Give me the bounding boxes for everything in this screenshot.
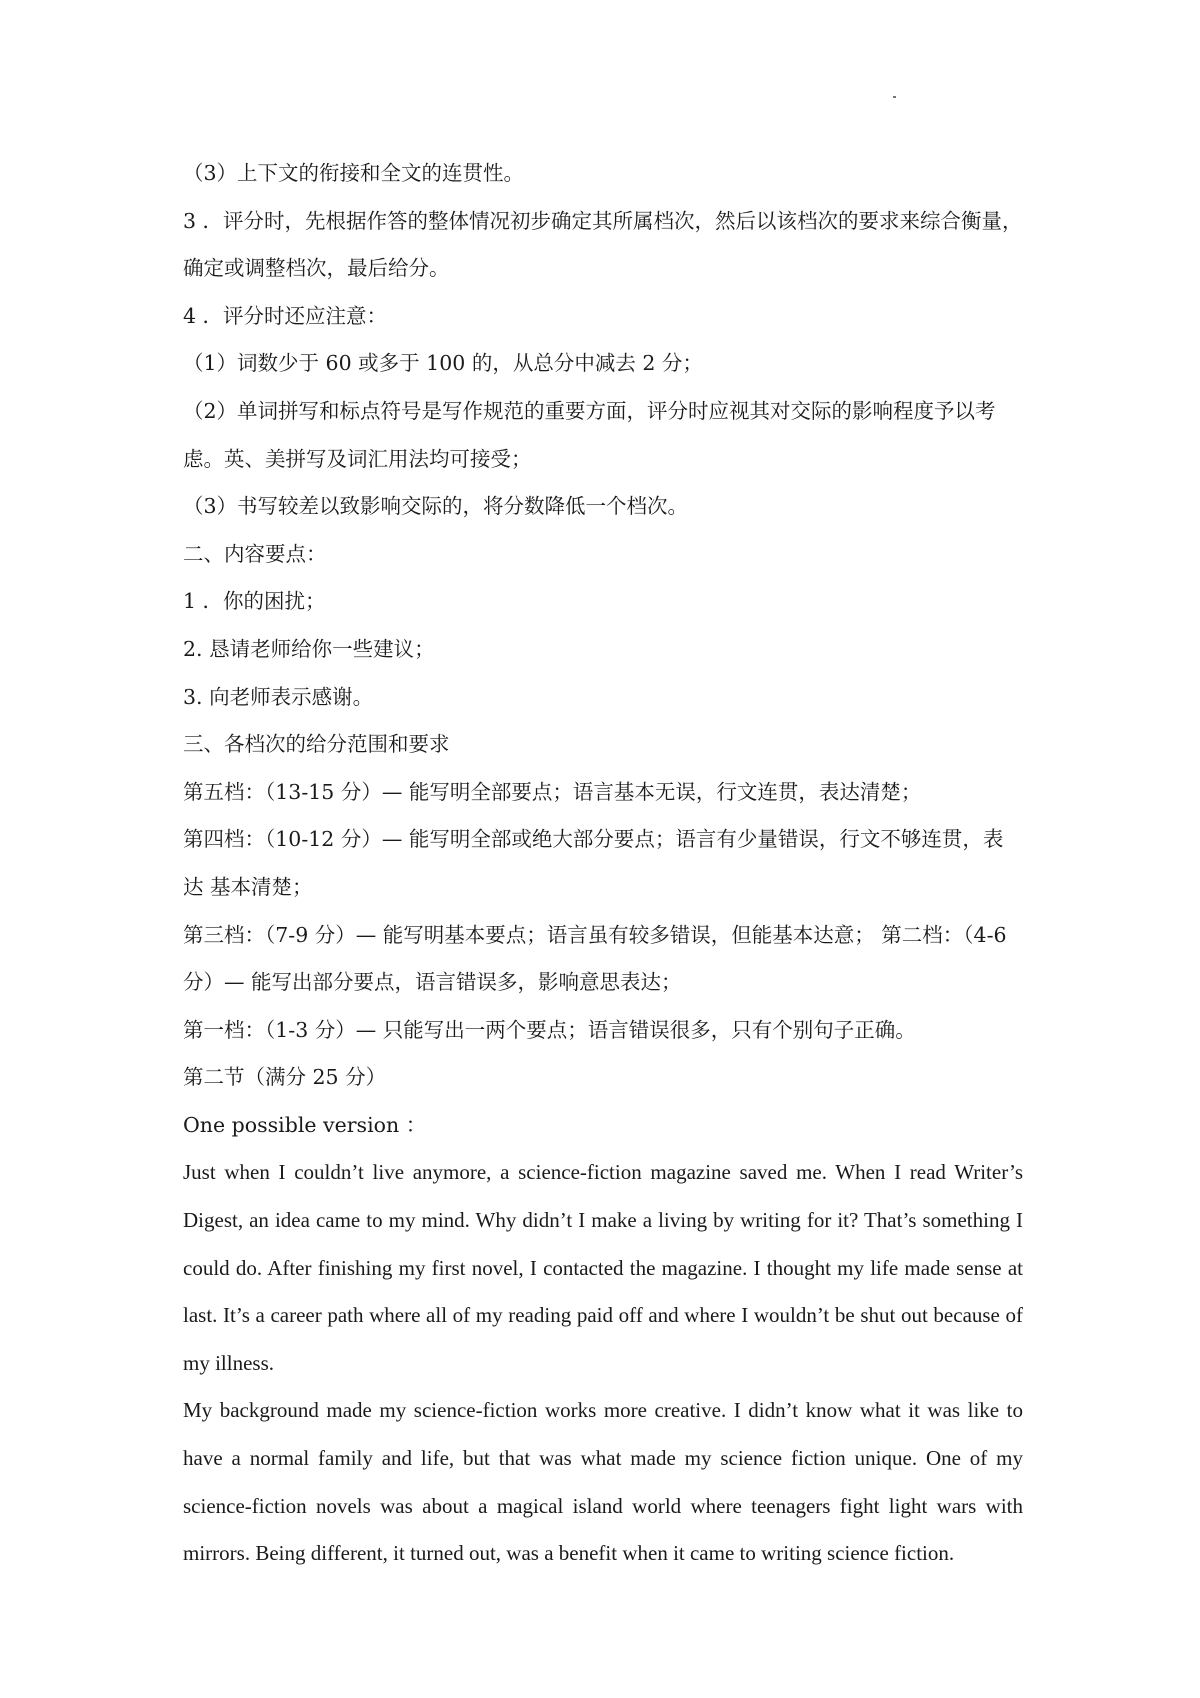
list-item: 2. 恳请老师给你一些建议； xyxy=(183,636,435,661)
section-heading: 二、内容要点： xyxy=(183,541,327,566)
text-line: （3）上下文的衔接和全文的连贯性。 xyxy=(183,161,525,185)
text-line: 3 ．评分时，先根据作答的整体情况初步确定其所属档次，然后以该档次的要求来综合衡量， xyxy=(183,208,1023,233)
grade-criteria: 分）— 能写出部分要点，语言错误多，影响意思表达； xyxy=(183,970,682,995)
section-heading: 第二节（满分 25 分） xyxy=(183,1065,387,1090)
document-body xyxy=(183,150,1023,1578)
text-line: （3）书写较差以致影响交际的，将分数降低一个档次。 xyxy=(183,494,689,519)
scan-dot xyxy=(893,96,896,98)
grade-criteria: 第三档：（7-9 分）— 能写明基本要点；语言虽有较多错误，但能基本达意； 第二档：（4-6 xyxy=(183,922,1007,947)
essay-paragraph: Just when I couldn’t live anymore, a science-fiction magazine saved me. When I read Writer’s Digest, an idea came to my mind. Why didn’t I make a living by writing for it? That’s something I could do. After finishing my first novel, I contacted the magazine. I thought my life made sense at last. It’s a career path where all of my reading paid off and where I wouldn’t be shut out because of my illness. xyxy=(183,1160,1023,1375)
text-line: （2）单词拼写和标点符号是写作规范的重要方面，评分时应视其对交际的影响程度予以考 xyxy=(183,398,996,423)
text-line: 4 ．评分时还应注意： xyxy=(183,303,388,328)
grade-criteria: 达 基本清楚； xyxy=(183,874,313,899)
text-line: 确定或调整档次，最后给分。 xyxy=(183,256,450,281)
version-label: One possible version ： xyxy=(183,1112,427,1137)
text-line: （1）词数少于 60 或多于 100 的，从总分中减去 2 分； xyxy=(183,351,703,376)
list-item: 3. 向老师表示感谢。 xyxy=(183,684,374,709)
grade-criteria: 第五档：（13-15 分）— 能写明全部要点；语言基本无误，行文连贯，表达清楚； xyxy=(183,779,922,804)
text-line: 虑。英、美拼写及词汇用法均可接受； xyxy=(183,446,532,471)
list-item: 1 ．你的困扰； xyxy=(183,589,326,614)
section-heading: 三、各档次的给分范围和要求 xyxy=(183,732,450,757)
grade-criteria: 第四档：（10-12 分）— 能写明全部或绝大部分要点；语言有少量错误，行文不够连贯，表 xyxy=(183,827,1004,852)
essay-paragraph: My background made my science-fiction works more creative. I didn’t know what it was like to have a normal family and life, but that was what made my science fiction unique. One of my science-fiction novels was about a magical island world where teenagers fight light wars with mirrors. Being different, it turned out, was a benefit when it came to writing science fiction. xyxy=(183,1398,1023,1566)
grade-criteria: 第一档：（1-3 分）— 只能写出一两个要点；语言错误很多，只有个别句子正确。 xyxy=(183,1017,916,1042)
